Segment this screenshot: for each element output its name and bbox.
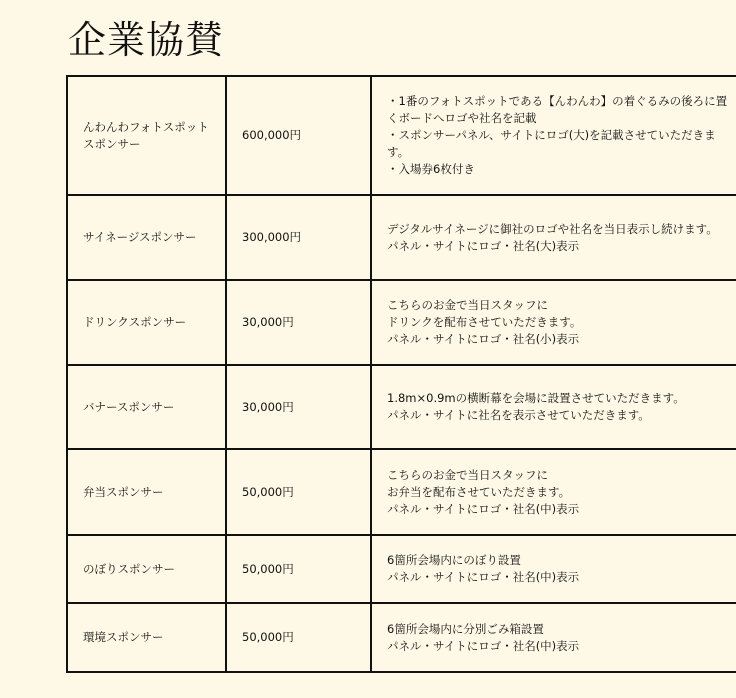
sponsor-details: [371, 603, 736, 672]
sponsor-details: [371, 449, 736, 535]
sponsor-price: 30,000円: [226, 365, 371, 449]
sponsor-price: 600,000円: [226, 76, 371, 195]
sponsor-details: [371, 280, 736, 365]
detail-line: デジタルサイネージに御社のロゴや社名を当日表示し続けます。: [387, 221, 718, 236]
detail-line: パネル・サイトにロゴ・社名(中)表示: [387, 501, 580, 516]
detail-line: パネル・サイトにロゴ・社名(大)表示: [387, 238, 580, 253]
detail-line: パネル・サイトに社名を表示させていただきます。: [387, 408, 650, 422]
sponsor-details: [371, 195, 736, 280]
detail-line: 6箇所会場内にのぼり設置: [387, 553, 521, 567]
sponsor-name: 弁当スポンサー: [67, 449, 226, 535]
sponsor-name: サイネージスポンサー: [67, 195, 226, 280]
sponsor-name: バナースポンサー: [67, 365, 226, 449]
table-row: [67, 76, 736, 195]
detail-line: こちらのお金で当日スタッフに: [387, 467, 548, 482]
table-row: [67, 449, 736, 535]
table-row: [67, 535, 736, 603]
sponsor-price: 300,000円: [226, 195, 371, 280]
table-row: [67, 365, 736, 449]
table-row: [67, 280, 736, 365]
table-row: [67, 195, 736, 280]
sponsor-price: 50,000円: [226, 603, 371, 672]
sponsor-name: ドリンクスポンサー: [67, 280, 226, 365]
sponsor-name: んわんわフォトスポットスポンサー: [67, 76, 226, 195]
detail-line: パネル・サイトにロゴ・社名(小)表示: [387, 332, 580, 346]
detail-line: パネル・サイトにロゴ・社名(中)表示: [387, 570, 580, 584]
sponsor-price: 30,000円: [226, 280, 371, 365]
sponsor-price: 50,000円: [226, 535, 371, 603]
detail-line: パネル・サイトにロゴ・社名(中)表示: [387, 638, 580, 653]
sponsor-name: 環境スポンサー: [67, 603, 226, 672]
page-title: 企業協賛: [68, 18, 225, 62]
sponsor-details: [371, 535, 736, 603]
detail-line: ・1番のフォトスポットである【んわんわ】の着ぐるみの後ろに置くボードへロゴや社名を記載: [387, 94, 728, 125]
sponsor-table: [66, 75, 736, 673]
sponsor-price: 50,000円: [226, 449, 371, 535]
detail-line: ・入場券6枚付き: [387, 162, 475, 176]
sponsor-details: [371, 365, 736, 449]
detail-line: ドリンクを配布させていただきます。: [387, 315, 582, 329]
detail-line: ・スポンサーパネル、サイトにロゴ(大)を記載させていただきます。: [387, 128, 716, 159]
detail-line: 6箇所会場内に分別ごみ箱設置: [387, 621, 544, 636]
detail-line: 1.8m×0.9mの横断幕を会場に設置させていただきます。: [387, 391, 685, 405]
sponsor-details: [371, 76, 736, 195]
table-row: [67, 603, 736, 672]
detail-line: こちらのお金で当日スタッフに: [387, 298, 548, 312]
sponsor-name: のぼりスポンサー: [67, 535, 226, 603]
detail-line: お弁当を配布させていただきます。: [387, 484, 571, 499]
